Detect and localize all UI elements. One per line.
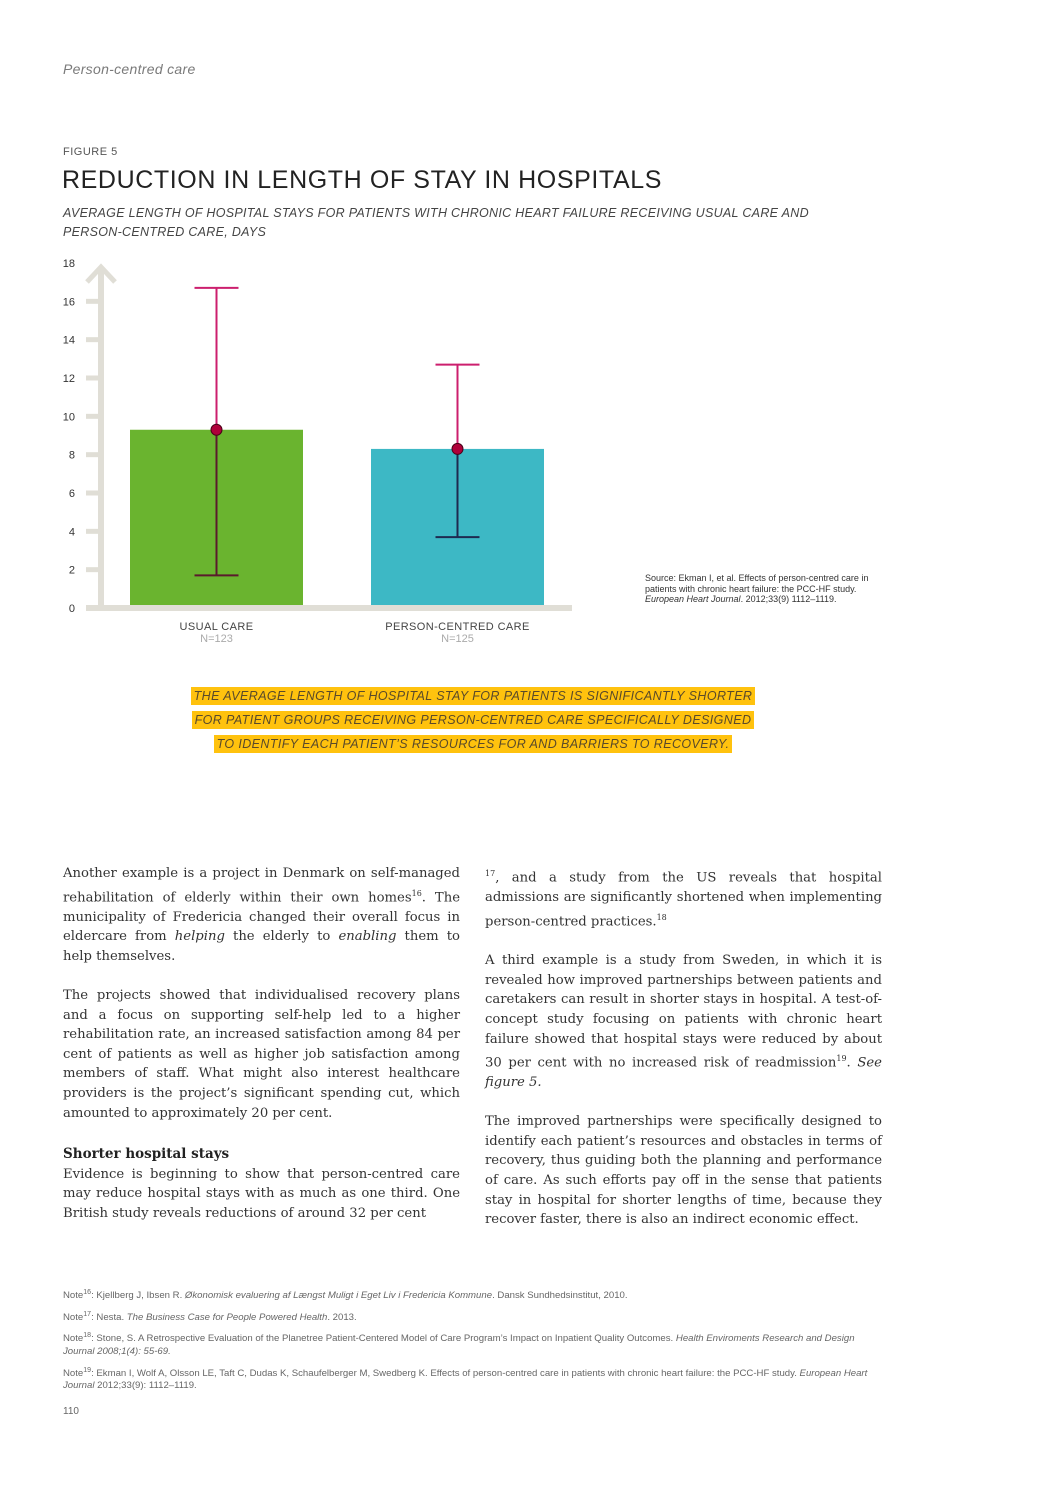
running-header: Person-centred care	[63, 61, 196, 77]
category-label-0: USUAL CARE	[179, 621, 254, 633]
n-label-1: N=125	[441, 633, 474, 645]
paragraph-projects: The projects showed that individualised recovery plans and a focus on supporting self-help led to a higher rehabilitation rate, an increased satisfaction among 84 per cent of patients as well as higher job satisfaction among members of staff. What might also interest healthcare providers is the project’s significant spending cut, which amounted to approximately 20 per cent.	[63, 987, 460, 1121]
body-column-right	[485, 864, 882, 1249]
figure-label: FIGURE 5	[63, 146, 118, 158]
source-journal: European Heart Journal	[645, 594, 741, 604]
chart-source	[645, 573, 880, 605]
y-tick-label-18: 18	[62, 258, 75, 270]
y-tick-label-14: 14	[62, 334, 75, 347]
y-tick-label-0: 0	[68, 603, 75, 615]
y-tick-label-12: 12	[62, 373, 75, 385]
footnote-16: Note$^{16}$: Kjellberg J, Ibsen R. Økonomisk evaluering af Længst Muligt i Eget Liv i Fredericia Kommune. Dansk Sundhedsinstitut, 2010.	[63, 1289, 628, 1302]
body-column-left	[63, 864, 460, 1223]
mean-marker-1	[452, 443, 463, 454]
footnotes	[63, 1287, 883, 1399]
callout-line-2: FOR PATIENT GROUPS RECEIVING PERSON-CENTRED CARE SPECIFICALLY DESIGNED	[192, 711, 755, 729]
y-tick-label-2: 2	[68, 564, 75, 577]
paragraph-sweden: A third example is a study from Sweden, in which it is revealed how improved partnerships between patients and caretakers can result in shorter stays in hospital. A test-of-concept study focusing on patients with chronic heart failure showed that hospital stays were reduced by about 30 per cent with no increased risk of readmission$^{19}$. See figure 5.	[485, 953, 882, 1091]
footnote-18: Note$^{18}$: Stone, S. A Retrospective Evaluation of the Planetree Patient-Centered Model of Care Program’s Impact on Inpatient Quality Outcomes. Health Enviroments Research and Design Journal 2008;1(4): 55-69.	[63, 1332, 855, 1358]
y-tick-label-16: 16	[62, 296, 75, 309]
y-tick-label-6: 6	[68, 488, 75, 500]
n-label-0: N=123	[200, 633, 233, 645]
paragraph-shorter-stays: Evidence is beginning to show that person-centred care may reduce hospital stays with as much as one third. One British study reveals reductions of around 32 per cent	[63, 1166, 460, 1221]
figure-title: REDUCTION IN LENGTH OF STAY IN HOSPITALS	[62, 166, 663, 194]
section-heading: Shorter hospital stays	[63, 1146, 230, 1163]
figure-subtitle: AVERAGE LENGTH OF HOSPITAL STAYS FOR PATIENTS WITH CHRONIC HEART FAILURE RECEIVING USUAL CARE AND PERSON-CENTRED CARE, DAYS	[63, 206, 809, 239]
source-suffix: . 2012;33(9) 1112–1119.	[740, 594, 837, 604]
bar-chart	[0, 250, 640, 650]
paragraph-denmark: Another example is a project in Denmark on self-managed rehabilitation of elderly within their own homes$^{16}$. The municipality of Fredericia changed their overall focus in eldercare from helping the elderly to enabling them to help themselves.	[63, 866, 460, 964]
callout-line-3: TO IDENTIFY EACH PATIENT’S RESOURCES FOR AND BARRIERS TO RECOVERY.	[214, 735, 733, 753]
footnote-17: Note$^{17}$: Nesta. The Business Case for People Powered Health. 2013.	[63, 1310, 357, 1323]
source-prefix: Source: Ekman I, et al. Effects of person-centred care in patients with chronic heart failure: the PCC-HF study.	[645, 573, 869, 594]
footnote-19: Note$^{19}$: Ekman I, Wolf A, Olsson LE, Taft C, Dudas K, Schaufelberger M, Swedberg K. Effects of person-centred care in patients with chronic heart failure: the PCC-HF study. European Heart Journal 2012;33(9): 1112–1119.	[63, 1366, 868, 1392]
paragraph-shorter-stays-cont: $^{17}$, and a study from the US reveals that hospital admissions are significantly shortened when implementing person-centred practices.$^{18}$	[485, 869, 882, 929]
highlight-callout	[63, 687, 883, 759]
page-number: 110	[63, 1406, 79, 1417]
y-tick-label-10: 10	[62, 411, 75, 424]
y-tick-label-8: 8	[68, 449, 75, 462]
y-tick-label-4: 4	[68, 526, 75, 539]
mean-marker-0	[211, 424, 222, 435]
category-label-1: PERSON-CENTRED CARE	[385, 621, 530, 633]
callout-line-1: THE AVERAGE LENGTH OF HOSPITAL STAY FOR PATIENTS IS SIGNIFICANTLY SHORTER	[191, 687, 756, 705]
paragraph-partnerships: The improved partnerships were specifically designed to identify each patient’s resources and obstacles in terms of recovery, thus guiding both the planning and performance of care. As such efforts pay off in the sense that patients stay in hospital for shorter lengths of time, because they recover faster, there is also an indirect economic effect.	[485, 1114, 882, 1228]
